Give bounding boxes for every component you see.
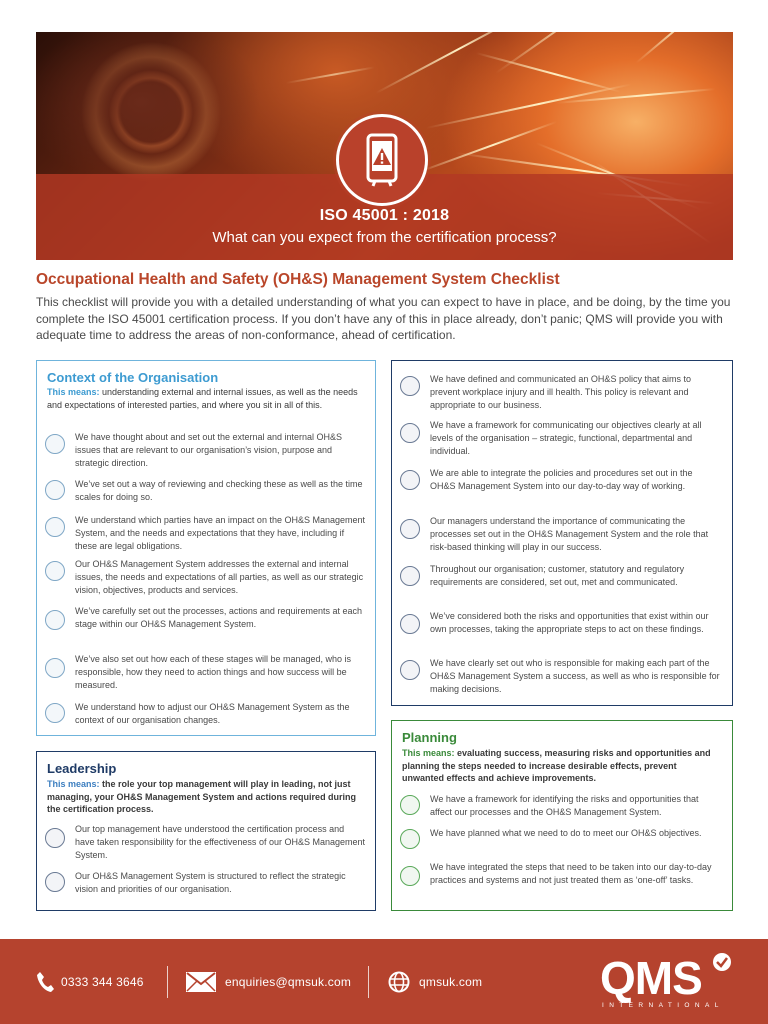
checkmark-icon	[713, 953, 731, 971]
context-title: Context of the Organisation	[47, 370, 219, 385]
checkbox[interactable]	[400, 566, 420, 586]
checkbox[interactable]	[400, 614, 420, 634]
checkbox[interactable]	[400, 829, 420, 849]
envelope-icon	[186, 972, 216, 992]
item-text: We understand how to adjust our OH&S Management System as the context of our organisation changes.	[75, 702, 350, 725]
phone-icon	[36, 971, 54, 993]
item-text: We’ve also set out how each of these stages will be managed, who is responsible, how they need to action things and how success will be measured.	[75, 654, 351, 690]
spark	[286, 66, 375, 84]
item-text: We have a framework for communicating our objectives clearly at all levels of the organisation – strategic, functional, departmental and individual.	[430, 420, 702, 456]
item-text: We’ve carefully set out the processes, actions and requirements at each stage within our OH&S Management System.	[75, 606, 362, 629]
hero-badge	[336, 114, 428, 206]
checkbox[interactable]	[45, 703, 65, 723]
checkbox[interactable]	[400, 423, 420, 443]
spark	[635, 32, 721, 64]
phone-number: 0333 344 3646	[61, 974, 144, 989]
spark	[495, 32, 660, 74]
hero-banner	[36, 32, 733, 260]
footer-phone[interactable]	[36, 939, 144, 1024]
checkbox[interactable]	[45, 480, 65, 500]
phone-warning-icon	[361, 133, 403, 187]
context-panel	[36, 360, 376, 736]
website-link: qmsuk.com	[419, 974, 483, 989]
hero-title: ISO 45001 : 2018	[319, 207, 450, 224]
page-title: Occupational Health and Safety (OH&S) Management System Checklist	[36, 271, 560, 288]
checkbox[interactable]	[45, 517, 65, 537]
checkbox[interactable]	[400, 795, 420, 815]
means-text: the role your top management will play in leading, not just managing, your OH&S Management System and actions required during the certification process.	[47, 779, 357, 814]
item-text: We understand which parties have an impact on the OH&S Management System, and the needs and expectations that they have, including if these are legal obligations.	[75, 515, 365, 551]
item-text: Our managers understand the importance of communicating the processes set out in the OH&S Management System and the role that risk-based thinking will play in our success.	[430, 516, 709, 552]
means-label: This means:	[47, 387, 100, 397]
checkbox[interactable]	[400, 376, 420, 396]
spark	[416, 121, 558, 174]
item-text: We have defined and communicated an OH&S policy that aims to prevent workplace injury and ill health. This policy is relevant and appropriate to our business.	[430, 374, 691, 410]
qms-logo[interactable]: QMS	[600, 952, 702, 1004]
planning-panel	[391, 720, 733, 911]
checkbox[interactable]	[45, 828, 65, 848]
means-text: evaluating success, measuring risks and opportunities and planning the steps needed to increase desirable effects, prevent unwanted effects and achieve improvements.	[402, 748, 711, 783]
item-text: We have integrated the steps that need to be taken into our day-to-day practices and systems and not just treated them as ‘one-off’ tasks.	[430, 862, 712, 885]
item-text: Our top management have understood the certification process and have taken responsibility for the effectiveness of our OH&S Management System.	[75, 824, 365, 860]
footer-divider	[368, 966, 369, 998]
item-text: We are able to integrate the policies and procedures set out in the OH&S Management System into our day-to-day way of working.	[430, 468, 693, 491]
hero-subtitle: What can you expect from the certification process?	[212, 229, 557, 246]
checkbox[interactable]	[400, 660, 420, 680]
checkbox[interactable]	[400, 470, 420, 490]
item-text: Throughout our organisation; customer, statutory and regulatory requirements are considered, set out, met and communicated.	[430, 564, 685, 587]
spark	[376, 32, 527, 94]
means-text: understanding external and internal issues, as well as the needs and expectations of interested parties, and where you sit in all of this.	[47, 387, 358, 410]
policy-panel	[391, 360, 733, 706]
checkbox[interactable]	[45, 434, 65, 454]
footer-email[interactable]	[186, 939, 351, 1024]
item-text: We have thought about and set out the external and internal OH&S issues that are relevant to our organisation’s vision, purpose and strategic direction.	[75, 432, 343, 468]
spark	[426, 83, 632, 129]
item-text: Our OH&S Management System is structured to reflect the strategic vision and priorities of our organisation.	[75, 871, 346, 894]
leadership-means	[47, 778, 363, 816]
item-text: We have planned what we need to do to meet our OH&S objectives.	[430, 828, 702, 838]
leadership-panel	[36, 751, 376, 911]
item-text: We’ve considered both the risks and opportunities that exist within our own processes, taking the appropriate steps to act on these findings.	[430, 611, 709, 634]
footer-divider	[167, 966, 168, 998]
checkbox[interactable]	[45, 561, 65, 581]
footer-website[interactable]	[388, 939, 482, 1024]
intro-paragraph: This checklist will provide you with a detailed understanding of what you can expect to have in place, and be doing, by the time you complete the ISO 45001 certification process. If you don’t have any of this in place already, don’t panic; QMS will provide you with adequate time to address the areas of non-conformance, ahead of certification.	[36, 295, 731, 342]
item-text: We have clearly set out who is responsible for making each part of the OH&S Management System a success, as well as who is responsible for making decisions.	[430, 658, 720, 694]
logo-subtitle: INTERNATIONAL	[602, 1002, 724, 1009]
checkbox[interactable]	[400, 519, 420, 539]
means-label: This means:	[402, 748, 455, 758]
footer	[0, 939, 768, 1024]
checkbox[interactable]	[45, 872, 65, 892]
item-text: We have a framework for identifying the risks and opportunities that affect our processes and the OH&S Management System.	[430, 794, 699, 817]
globe-icon	[388, 971, 410, 993]
item-text: We’ve set out a way of reviewing and checking these as well as the time scales for doing so.	[75, 479, 363, 502]
checkbox[interactable]	[400, 866, 420, 886]
item-text: Our OH&S Management System addresses the external and internal issues, the needs and expectations of all parties, as well as our strategic vision, objectives, products and services.	[75, 559, 364, 595]
checkbox[interactable]	[45, 658, 65, 678]
means-label: This means:	[47, 779, 100, 789]
email-link: enquiries@qmsuk.com	[225, 974, 352, 989]
context-means	[47, 386, 363, 411]
checkbox[interactable]	[45, 610, 65, 630]
leadership-title: Leadership	[47, 761, 117, 776]
planning-title: Planning	[402, 730, 457, 745]
planning-means	[402, 747, 718, 785]
